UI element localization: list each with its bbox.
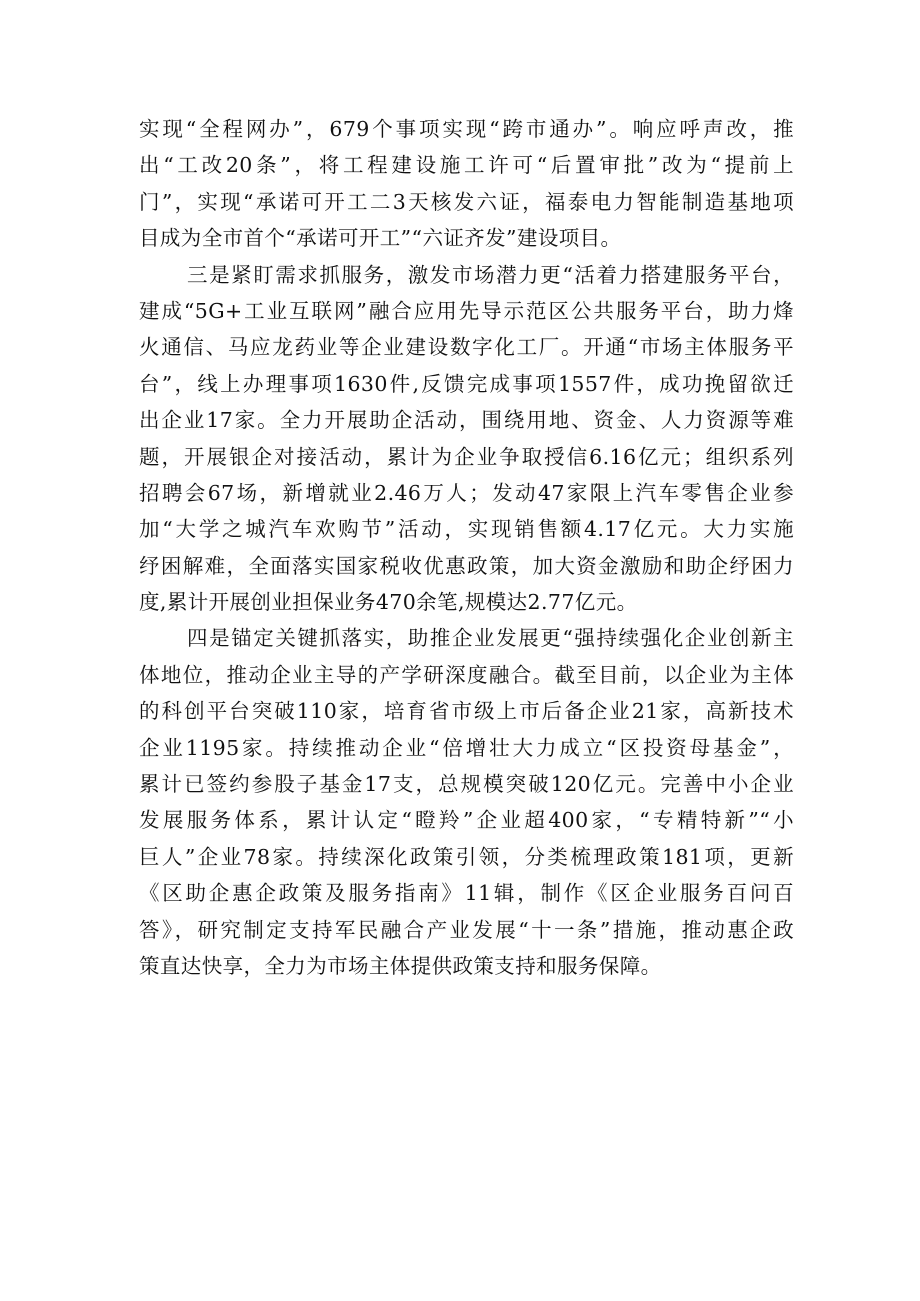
text-line: 题，开展银企对接活动，累计为企业争取授信6.16亿元；组织系列 <box>139 444 794 469</box>
text-line: 建成“5G+工业互联网”融合应用先导示范区公共服务平台，助力烽 <box>139 298 794 323</box>
text-line: 四是锚定关键抓落实，助推企业发展更“强持续强化企业创新主 <box>187 626 794 651</box>
text-line: 巨人”企业78家。持续深化政策引领，分类梳理政策181项，更新 <box>139 844 794 869</box>
text-line: 累计已签约参股子基金17支，总规模突破120亿元。完善中小企业 <box>139 772 794 797</box>
text-line: 实现“全程网办”，679个事项实现“跨市通办”。响应呼声改，推 <box>139 117 794 141</box>
text-line: 体地位，推动企业主导的产学研深度融合。截至目前，以企业为主体 <box>139 662 794 687</box>
text-line: 出“工改20条”，将工程建设施工许可“后置审批”改为“提前上 <box>139 153 794 178</box>
text-line: 出企业17家。全力开展助企活动，围绕用地、资金、人力资源等难 <box>139 408 794 433</box>
text-line: 三是紧盯需求抓服务，激发市场潜力更“活着力搭建服务平台， <box>187 262 794 287</box>
paragraph <box>139 257 794 621</box>
text-line: 度,累计开展创业担保业务470余笔,规模达2.77亿元。 <box>139 590 638 615</box>
text-line: 招聘会67场，新增就业2.46万人；发动47家限上汽车零售企业参 <box>139 480 794 505</box>
text-line: 策直达快享，全力为市场主体提供政策支持和服务保障。 <box>139 953 662 978</box>
paragraph <box>139 111 794 257</box>
text-line: 台”，线上办理事项1630件,反馈完成事项1557件，成功挽留欲迁 <box>139 371 794 396</box>
text-line: 的科创平台突破110家，培育省市级上市后备企业21家，高新技术 <box>139 699 794 724</box>
text-line: 火通信、马应龙药业等企业建设数字化工厂。开通“市场主体服务平 <box>139 335 794 360</box>
document-page <box>139 111 794 984</box>
text-line: 答》，研究制定支持军民融合产业发展“十一条”措施，推动惠企政 <box>139 917 794 942</box>
text-line: 发展服务体系，累计认定“瞪羚”企业超400家，“专精特新”“小 <box>139 808 794 833</box>
text-line: 《区助企惠企政策及服务指南》11辑，制作《区企业服务百问百 <box>139 881 794 906</box>
text-line: 加“大学之城汽车欢购节”活动，实现销售额4.17亿元。大力实施 <box>139 517 794 542</box>
text-line: 目成为全市首个“承诺可开工”“六证齐发”建设项目。 <box>139 226 622 251</box>
paragraph <box>139 620 794 984</box>
text-line: 门”，实现“承诺可开工二3天核发六证，福泰电力智能制造基地项 <box>139 189 794 214</box>
text-line: 企业1195家。持续推动企业“倍增壮大力成立“区投资母基金”， <box>139 735 794 760</box>
text-line: 纾困解难，全面落实国家税收优惠政策，加大资金激励和助企纾困力 <box>139 553 794 578</box>
